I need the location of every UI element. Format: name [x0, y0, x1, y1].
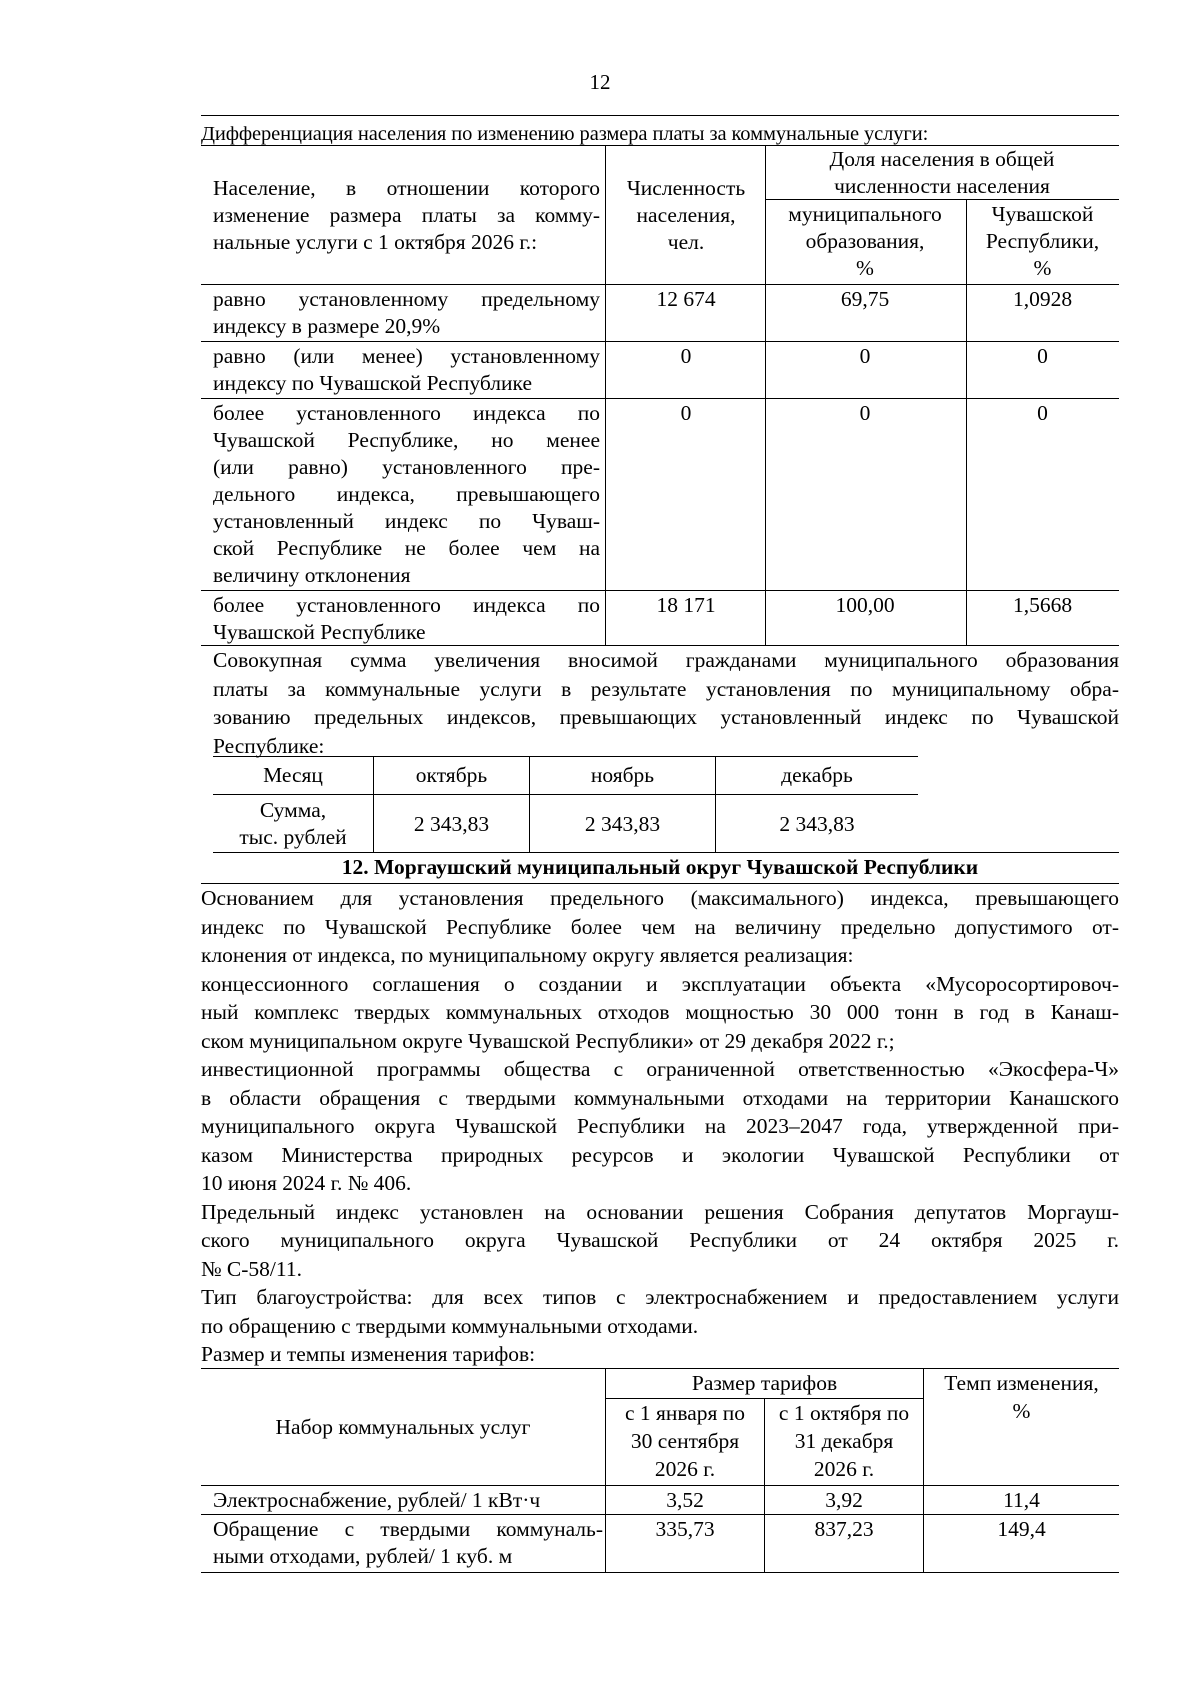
row3-count: 0 [680, 401, 692, 425]
rule [605, 145, 606, 645]
rule [765, 199, 1119, 200]
period2-line: 31 декабря [794, 1429, 894, 1453]
tariff-row2-p1: 335,73 [655, 1517, 715, 1541]
sum-label-1: Сумма, [259, 798, 327, 822]
page-number: 12 [589, 70, 611, 94]
total-sum-line: платы за коммунальные услуги в результате установления по муниципальному обра- [213, 676, 1119, 701]
concession-line: концессионного соглашения о создании и эксплуатации объекта «Мусоросортировоч- [201, 971, 1119, 996]
decision-line: Предельный индекс установлен на основании решения Собрания депутатов Моргауш- [201, 1199, 1119, 1224]
row2-count: 0 [680, 344, 692, 368]
total-sum-paragraph [213, 646, 1119, 760]
period1-line: 30 сентября [630, 1429, 740, 1453]
tariff-row1-p1: 3,52 [666, 1488, 704, 1512]
row3-label-3: (или равно) установленного пре- [213, 455, 600, 479]
district-title: 12. Моргаушский муниципальный округ Чувашской Республики [341, 855, 979, 879]
rule [201, 1572, 1119, 1573]
tariff-row2-p2: 837,23 [814, 1517, 874, 1541]
tariff-row2-label-1: Обращение с твердыми коммуналь- [213, 1517, 603, 1541]
row3-label-1: более установленного индекса по [213, 401, 600, 425]
row4-label-2: Чувашской Республике [213, 620, 426, 644]
rate-label-2: % [1012, 1399, 1031, 1423]
row1-republic: 1,0928 [1012, 287, 1073, 311]
tariff-row2-rate: 149,4 [997, 1517, 1046, 1541]
row2-municipal: 0 [859, 344, 871, 368]
rule [201, 1368, 1119, 1369]
concession-line: ском муниципальном округе Чувашской Республики» от 29 декабря 2022 г.; [201, 1028, 895, 1053]
header-republic-3: % [1033, 256, 1052, 280]
rate-label-1: Темп изменения, [944, 1371, 1099, 1395]
rule [529, 756, 530, 852]
row4-municipal: 100,00 [835, 593, 895, 617]
rule [201, 1514, 1119, 1515]
rule [201, 590, 1119, 591]
row3-label-5: установленный индекс по Чуваш- [213, 509, 600, 533]
tariff-intro: Размер и темпы изменения тарифов: [201, 1342, 536, 1366]
total-sum-line: Совокупная сумма увеличения вносимой гражданами муниципального образования [213, 648, 1119, 672]
row3-label-6: ской Республике не более чем на [213, 536, 600, 560]
rule [201, 398, 1119, 399]
header-municipal-3: % [856, 256, 874, 280]
header-population-2: изменение размера платы за комму- [213, 203, 600, 227]
tariff-row1-rate: 11,4 [1003, 1488, 1040, 1512]
tariff-row1-label: Электроснабжение, рублей/ 1 кВт·ч [213, 1488, 541, 1512]
row2-label-1: равно (или менее) установленному [213, 344, 600, 368]
header-share-1: Доля населения в общей [829, 147, 1055, 171]
rule [923, 1368, 924, 1572]
month-october: октябрь [415, 763, 488, 787]
body-text [201, 884, 1119, 1369]
sum-december: 2 343,83 [779, 812, 855, 836]
rule [605, 1368, 606, 1572]
row1-label-1: равно установленному предельному [213, 287, 600, 311]
basis-line: клонения от индекса, по муниципальному округу является реализация: [201, 943, 854, 967]
month-label: Месяц [263, 763, 323, 787]
rule [765, 145, 766, 645]
row2-label-2: индексу по Чувашской Республике [213, 371, 532, 395]
rule [715, 756, 716, 852]
row3-republic: 0 [1037, 401, 1048, 425]
improvement-line: Тип благоустройства: для всех типов с электроснабжением и предоставлением услуги [201, 1285, 1119, 1309]
month-november: ноябрь [590, 763, 655, 787]
decision-line: ского муниципального округа Чувашской Республики от 24 октября 2025 г. [201, 1228, 1119, 1252]
row1-count: 12 674 [656, 287, 716, 311]
row4-count: 18 171 [656, 593, 716, 617]
header-republic-1: Чувашской [991, 202, 1094, 226]
decision-line: № С-58/11. [201, 1256, 302, 1281]
rule [213, 756, 918, 757]
header-municipal-2: образования, [805, 229, 925, 253]
row3-municipal: 0 [859, 401, 871, 425]
basis-line: Основанием для установления предельного (максимального) индекса, превышающего [201, 886, 1119, 910]
header-count-2: населения, [636, 203, 736, 227]
header-population-1: Население, в отношении которого [213, 176, 600, 200]
rule [213, 852, 1119, 853]
rule [201, 115, 1119, 116]
header-population-3: нальные услуги с 1 октября 2026 г.: [213, 230, 538, 254]
rule [213, 794, 918, 795]
row1-label-2: индексу в размере 20,9% [213, 314, 441, 338]
row1-municipal: 69,75 [840, 287, 890, 311]
row3-label-2: Чувашской Республике, но менее [213, 428, 600, 452]
sum-label-2: тыс. рублей [239, 825, 347, 849]
rule [201, 341, 1119, 342]
row3-label-4: дельного индекса, превышающего [213, 482, 600, 506]
tariff-row1-p2: 3,92 [825, 1488, 863, 1512]
header-share-2: численности населения [834, 174, 1050, 198]
investment-line: в области обращения с твердыми коммунальными отходами на территории Канашского [201, 1085, 1119, 1110]
tariff-row2-label-2: ными отходами, рублей/ 1 куб. м [213, 1544, 513, 1568]
rule [201, 284, 1119, 285]
section-heading: Дифференциация населения по изменению размера платы за коммунальные услуги: [201, 123, 929, 145]
investment-line: муниципального округа Чувашской Республики на 2023–2047 года, утвержденной при- [201, 1114, 1119, 1138]
period1-line: 2026 г. [654, 1457, 716, 1481]
rule [966, 199, 967, 645]
period2-line: с 1 октября по [778, 1401, 910, 1425]
rule [373, 756, 374, 852]
basis-line: индекс по Чувашской Республике более чем на величину предельно допустимого от- [201, 914, 1119, 939]
rule [764, 1398, 765, 1572]
period1-line: с 1 января по [624, 1401, 746, 1425]
header-count-3: чел. [667, 230, 705, 254]
month-december: декабрь [781, 763, 853, 787]
improvement-line: по обращению с твердыми коммунальными отходами. [201, 1313, 699, 1338]
header-republic-2: Республики, [985, 229, 1100, 253]
sum-november: 2 343,83 [584, 812, 661, 836]
row4-label-1: более установленного индекса по [213, 593, 600, 617]
concession-line: ный комплекс твердых коммунальных отходов мощностью 30 000 тонн в год в Канаш- [201, 1000, 1119, 1024]
period2-line: 2026 г. [813, 1457, 875, 1481]
total-sum-line: зованию предельных индексов, превышающих установленный индекс по Чувашской [213, 705, 1119, 729]
total-sum-line: Республике: [213, 733, 325, 758]
row2-republic: 0 [1037, 344, 1048, 368]
row4-republic: 1,5668 [1012, 593, 1073, 617]
investment-line: инвестиционной программы общества с ограниченной ответственностью «Экосфера-Ч» [201, 1057, 1119, 1081]
header-count-1: Численность [626, 176, 746, 200]
rule [201, 1485, 1119, 1486]
services-label: Набор коммунальных услуг [275, 1415, 531, 1439]
row3-label-7: величину отклонения [213, 563, 411, 587]
sum-october: 2 343,83 [413, 812, 490, 836]
investment-line: 10 июня 2024 г. № 406. [201, 1171, 412, 1195]
investment-line: казом Министерства природных ресурсов и экологии Чувашской Республики от [201, 1142, 1119, 1167]
header-municipal-1: муниципального [788, 202, 942, 226]
size-label: Размер тарифов [691, 1371, 838, 1395]
